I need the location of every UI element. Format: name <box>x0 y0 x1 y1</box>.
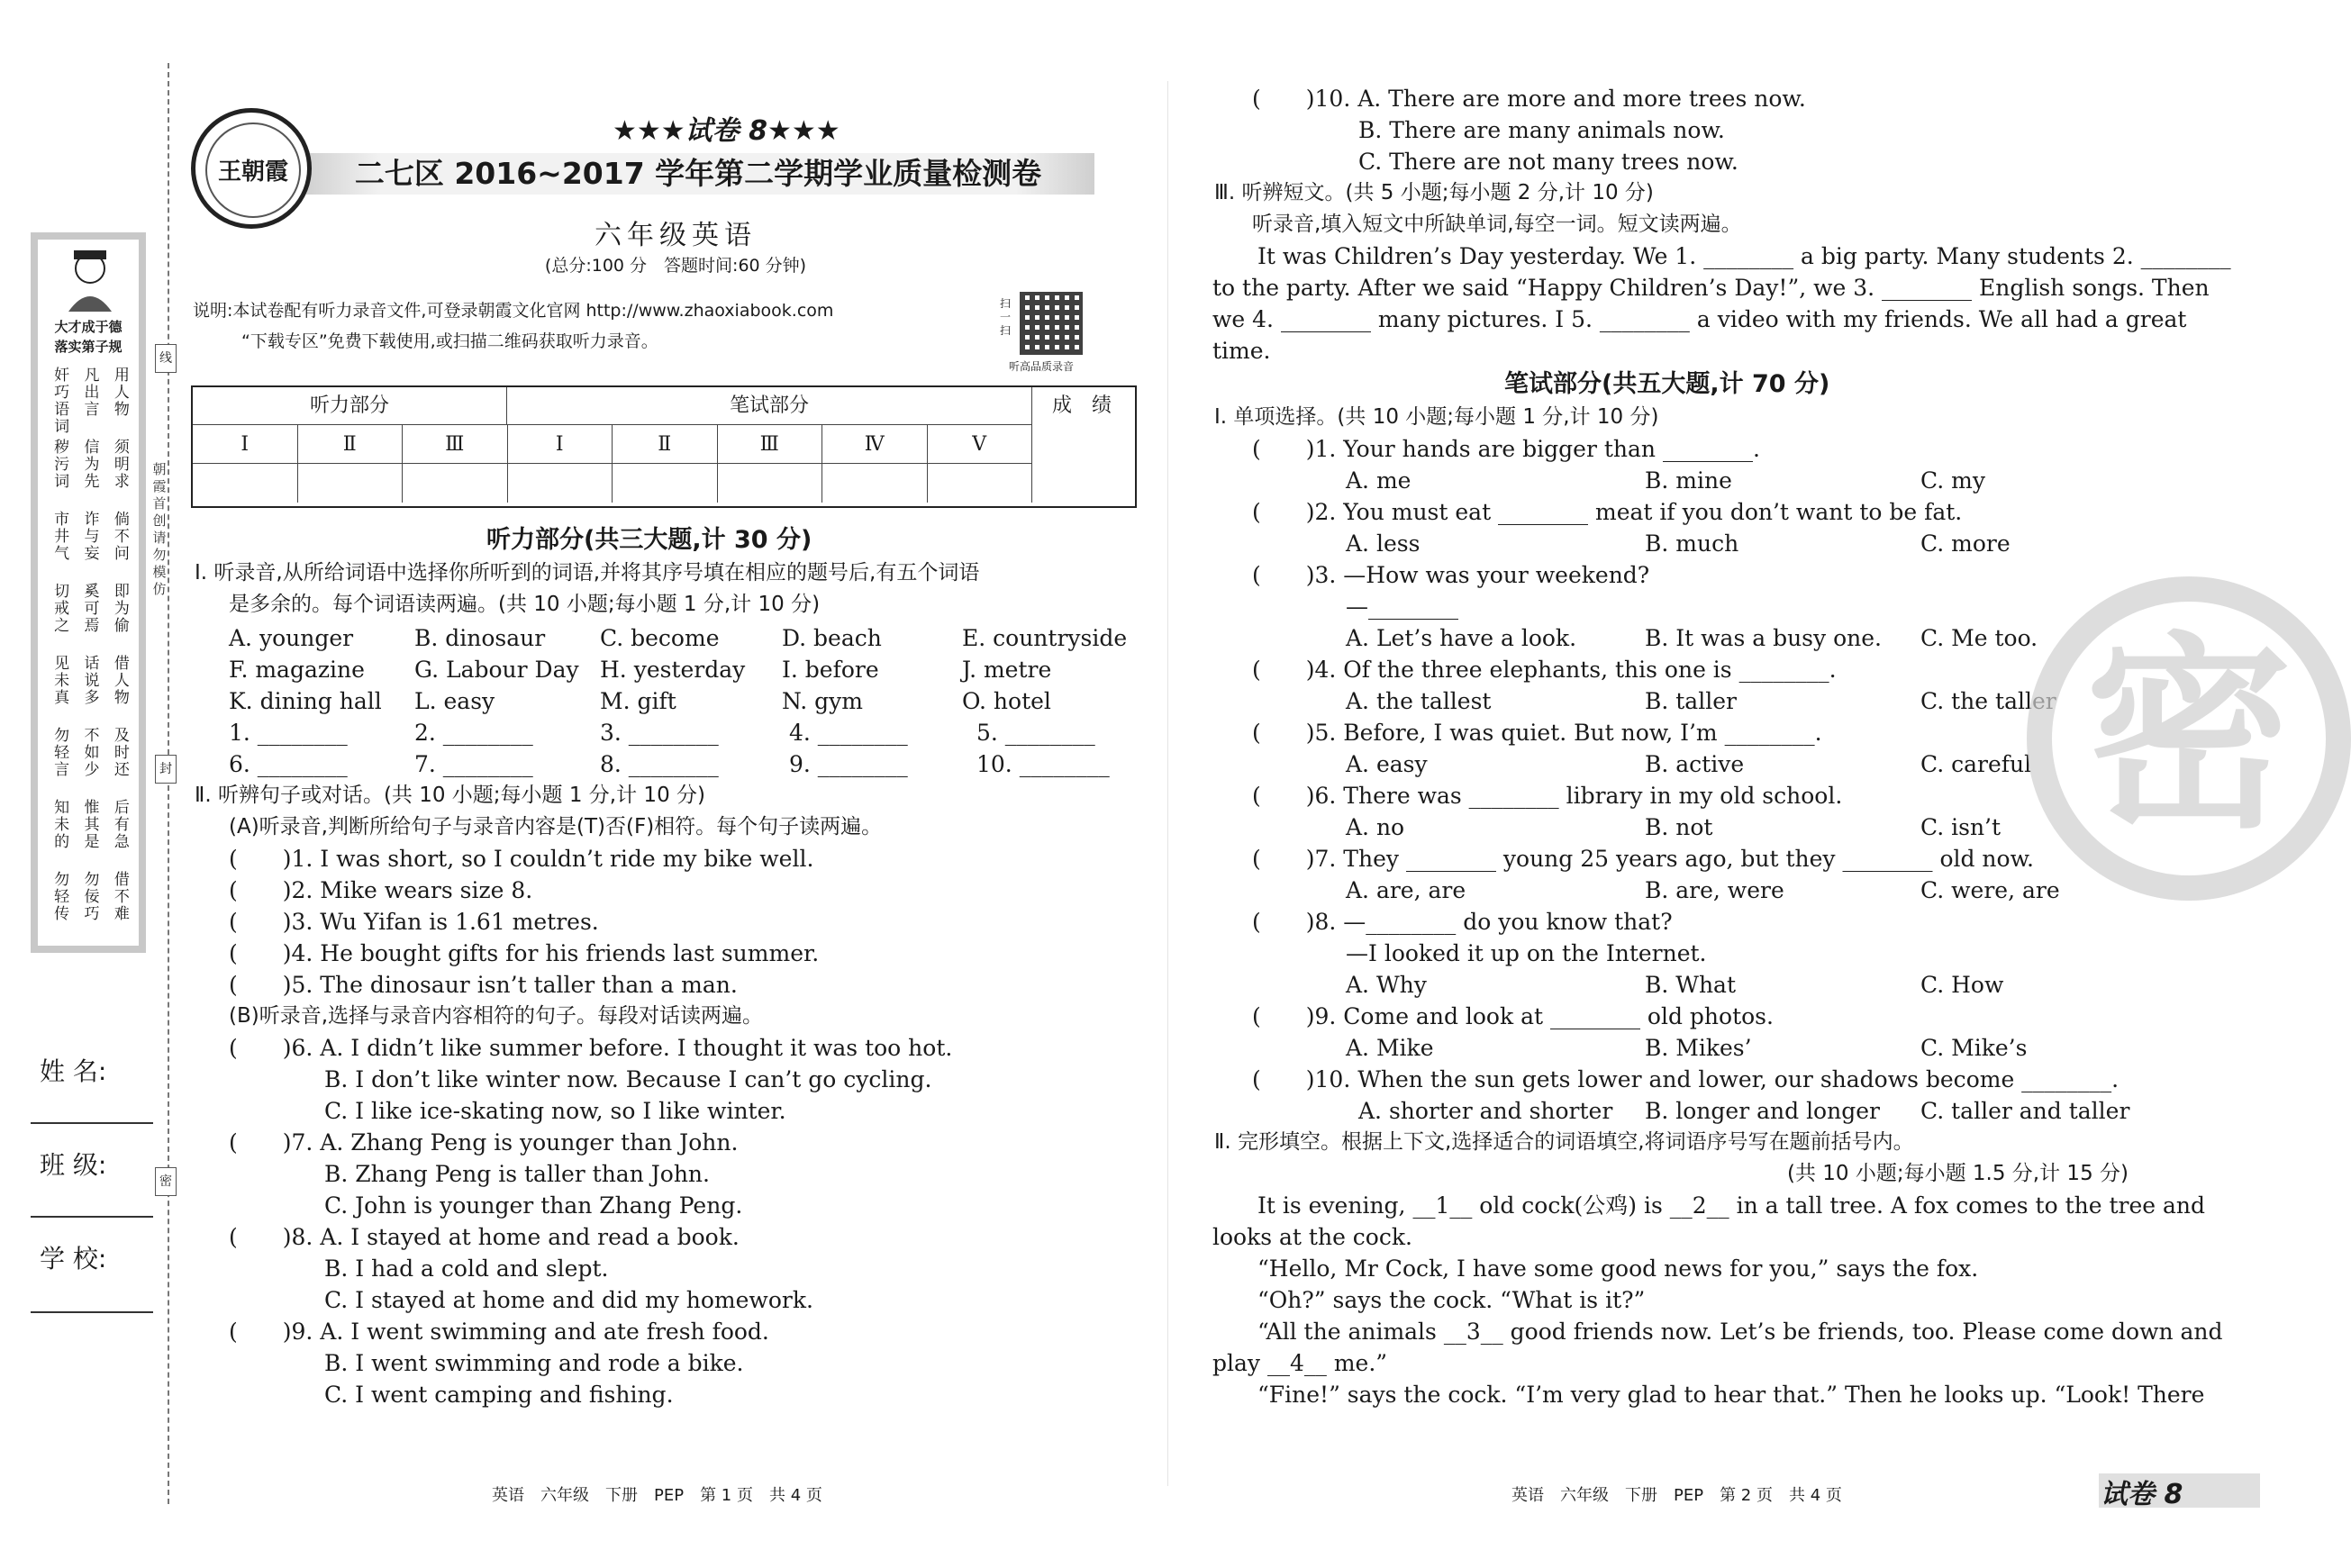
qr-side-text: 扫一扫 <box>1000 297 1012 337</box>
text-line: A. are, are <box>1346 877 1466 903</box>
text-line: A. Why <box>1346 972 1427 998</box>
text-line: B. What <box>1645 972 1737 998</box>
idiom-column: 后有急 <box>113 799 130 851</box>
text-line: K. dining hall <box>229 688 382 714</box>
text-line: time. <box>1212 338 1271 364</box>
text-line: 9. ________ <box>789 751 908 777</box>
text-line: 8. ________ <box>600 751 719 777</box>
score-table <box>191 385 1137 508</box>
text-line: looks at the cock. <box>1212 1224 1412 1250</box>
text-line: ( )6. A. I didn’t like summer before. I thought it was too hot. <box>229 1035 953 1061</box>
idiom-column: 凡出言 <box>84 367 100 419</box>
score-table-column-label: Ⅱ <box>613 425 718 464</box>
idiom-column: 即为偷 <box>113 583 130 635</box>
text-line: 1. ________ <box>229 720 348 746</box>
page-1-footer: 英语 六年级 下册 PEP 第 1 页 共 4 页 <box>492 1486 822 1505</box>
text-line: ( )2. You must eat ________ meat if you don’t want to be fat. <box>1252 499 1963 525</box>
text-line: (共 10 小题;每小题 1.5 分,计 15 分) <box>1787 1162 2129 1185</box>
motto-line-1: 大才成于德 <box>54 319 123 335</box>
text-line: B. taller <box>1645 688 1737 714</box>
score-table-total-header: 成 绩 <box>1051 394 1112 417</box>
text-line: C. Me too. <box>1920 625 2038 651</box>
text-line: A. the tallest <box>1346 688 1492 714</box>
text-line: to the party. After we said “Happy Children’s Day!”, we 3. ________ English songs. Then <box>1212 275 2210 301</box>
text-line: C. my <box>1920 467 1985 494</box>
text-line: 是多余的。每个词语读两遍。(共 10 小题;每小题 1 分,计 10 分) <box>229 593 821 616</box>
text-line: C. I went camping and fishing. <box>324 1382 674 1408</box>
page-2-footer: 英语 六年级 下册 PEP 第 2 页 共 4 页 <box>1511 1486 1842 1505</box>
text-line: ( )9. A. I went swimming and ate fresh food. <box>229 1319 769 1345</box>
idiom-column: 勿轻言 <box>54 727 70 779</box>
text-line: 笔试部分(共五大题,计 70 分) <box>1504 370 1830 398</box>
score-entry-cell[interactable] <box>718 464 823 503</box>
score-entry-cell[interactable] <box>193 464 298 503</box>
score-entry-cell[interactable] <box>613 464 718 503</box>
text-line: Ⅲ. 听辨短文。(共 5 小题;每小题 2 分,计 10 分) <box>1214 181 1654 204</box>
text-line: 听录音,填入短文中所缺单词,每空一词。短文读两遍。 <box>1252 213 1742 236</box>
text-line: N. gym <box>782 688 864 714</box>
text-line: C. become <box>600 625 720 651</box>
idiom-column: 信为先 <box>84 439 100 491</box>
idiom-column: 借不难 <box>113 871 130 923</box>
side-note: 朝霞首创 请勿模仿 <box>152 461 167 597</box>
score-table-column-label: Ⅴ <box>928 425 1033 464</box>
idiom-row <box>47 872 137 923</box>
text-line: B. Zhang Peng is taller than John. <box>324 1161 710 1187</box>
text-line: ( )5. The dinosaur isn’t taller than a man. <box>229 972 738 998</box>
motto-line-2: 落实第子规 <box>54 339 123 355</box>
instruction-line-2: “下载专区”免费下载使用,或扫描二维码获取听力录音。 <box>241 331 658 351</box>
text-line: ( )4. Of the three elephants, this one is ________. <box>1252 657 1837 683</box>
text-line: B. I don’t like winter now. Because I can’t go cycling. <box>324 1066 932 1092</box>
idiom-row <box>47 367 137 436</box>
text-line: C. the taller <box>1920 688 2056 714</box>
text-line: C. I stayed at home and did my homework. <box>324 1287 813 1313</box>
idiom-column: 市井气 <box>54 511 70 563</box>
idiom-column: 知未的 <box>54 799 70 851</box>
page-divider <box>1167 81 1168 1486</box>
score-table-column-label: Ⅲ <box>403 425 508 464</box>
text-line: “All the animals __3__ good friends now. Let’s be friends, too. Please come down and <box>1257 1319 2223 1345</box>
text-line: ( )2. Mike wears size 8. <box>229 877 533 903</box>
text-line: B. I had a cold and slept. <box>324 1255 609 1282</box>
idiom-column: 切戒之 <box>54 583 70 635</box>
text-line: L. easy <box>414 688 495 714</box>
score-entry-cell[interactable] <box>403 464 508 503</box>
idiom-column: 须明求 <box>113 439 130 491</box>
text-line: J. metre <box>962 657 1052 683</box>
name-field[interactable] <box>31 1122 153 1124</box>
binding-strip <box>0 0 162 1568</box>
text-line: A. no <box>1346 814 1405 840</box>
text-line: C. How <box>1920 972 2004 998</box>
text-line: B. I went swimming and rode a bike. <box>324 1350 744 1376</box>
text-line: 2. ________ <box>414 720 533 746</box>
score-table-writing-header: 笔试部分 <box>507 387 1032 425</box>
text-line: “Hello, Mr Cock, I have some good news for you,” says the fox. <box>1257 1255 1979 1282</box>
idiom-column: 奸巧语词 <box>54 367 70 436</box>
text-line: ( )3. Wu Yifan is 1.61 metres. <box>229 909 599 935</box>
idiom-column: 及时还 <box>113 727 130 779</box>
text-line: Ⅱ. 听辨句子或对话。(共 10 小题;每小题 1 分,计 10 分) <box>195 784 705 807</box>
score-table-column-label: Ⅳ <box>822 425 928 464</box>
score-table-column-label: Ⅰ <box>508 425 613 464</box>
text-line: (A)听录音,判断所给句子与录音内容是(T)否(F)相符。每个句子读两遍。 <box>229 815 883 838</box>
text-line: C. There are not many trees now. <box>1358 149 1738 175</box>
text-line: —________ <box>1346 594 1458 620</box>
text-line: E. countryside <box>962 625 1128 651</box>
cut-line <box>168 63 169 1504</box>
class-label: 班 级: <box>40 1150 107 1180</box>
school-label: 学 校: <box>40 1244 107 1273</box>
text-line: C. were, are <box>1920 877 2060 903</box>
idiom-column: 见未真 <box>54 655 70 707</box>
idiom-column: 奚可焉 <box>84 583 100 635</box>
text-line: Ⅰ. 听录音,从所给词语中选择你所听到的词语,并将其序号填在相应的题号后,有五个词语 <box>195 561 980 585</box>
idiom-row <box>47 800 137 851</box>
text-line: B. active <box>1645 751 1745 777</box>
text-line: I. before <box>782 657 879 683</box>
text-line: B. There are many animals now. <box>1358 117 1725 143</box>
text-line: C. I like ice-skating now, so I like winter. <box>324 1098 786 1124</box>
text-line: It is evening, __1__ old cock(公鸡) is __2__ in a tall tree. A fox comes to the tree and <box>1257 1192 2206 1219</box>
text-line: C. John is younger than Zhang Peng. <box>324 1192 743 1219</box>
text-line: A. less <box>1346 530 1421 557</box>
idiom-column: 不如少 <box>84 727 100 779</box>
exam-tag: 试卷 8 <box>2101 1479 2183 1510</box>
text-line: 4. ________ <box>789 720 908 746</box>
text-line: “Fine!” says the cock. “I’m very glad to hear that.” Then he looks up. “Look! There <box>1257 1382 2205 1408</box>
logo-text: 王朝霞 <box>217 159 288 186</box>
score-table-listening-header: 听力部分 <box>193 387 507 425</box>
idiom-column: 诈与妄 <box>84 511 100 563</box>
text-line: A. Mike <box>1346 1035 1434 1061</box>
subject-title: 六年级英语 <box>595 220 757 251</box>
text-line: ( )1. I was short, so I couldn’t ride my bike well. <box>229 846 814 872</box>
text-line: Ⅱ. 完形填空。根据上下文,选择适合的词语填空,将词语序号写在题前括号内。 <box>1214 1130 1914 1154</box>
qr-code-icon[interactable] <box>1020 292 1083 355</box>
text-line: ( )7. They ________ young 25 years ago, but they ________ old now. <box>1252 846 2034 872</box>
instruction-line-1: 说明:本试卷配有听力录音文件,可登录朝霞文化官网 http://www.zhaoxiabook.com <box>193 301 834 321</box>
text-line: ( )8. A. I stayed at home and read a book. <box>229 1224 740 1250</box>
text-line: ( )5. Before, I was quiet. But now, I’m ________. <box>1252 720 1822 746</box>
text-line: C. careful <box>1920 751 2032 777</box>
text-line: G. Labour Day <box>414 657 579 683</box>
text-line: ( )9. Come and look at ________ old photos. <box>1252 1003 1774 1029</box>
exam-number: ★★★试卷 8★★★ <box>613 115 840 147</box>
name-label: 姓 名: <box>40 1056 107 1086</box>
text-line: Ⅰ. 单项选择。(共 10 小题;每小题 1 分,计 10 分) <box>1214 405 1659 429</box>
text-line: ( )4. He bought gifts for his friends last summer. <box>229 940 820 966</box>
idiom-column: 用人物 <box>113 367 130 419</box>
text-line: O. hotel <box>962 688 1051 714</box>
idiom-column: 话说多 <box>84 655 100 707</box>
text-line: C. isn’t <box>1920 814 2002 840</box>
text-line: H. yesterday <box>600 657 746 683</box>
text-line: ( )10. A. There are more and more trees now. <box>1252 86 1806 112</box>
score-table-column-label: Ⅲ <box>718 425 823 464</box>
score-table-column-label: Ⅰ <box>193 425 298 464</box>
text-line: B. longer and longer <box>1645 1098 1880 1124</box>
text-line: B. are, were <box>1645 877 1784 903</box>
text-line: B. much <box>1645 530 1739 557</box>
idiom-column: 秽污词 <box>54 439 70 491</box>
text-line: C. Mike’s <box>1920 1035 2028 1061</box>
text-line: ( )10. When the sun gets lower and lower, our shadows become ________. <box>1252 1066 2120 1092</box>
score-table-column-label: Ⅱ <box>298 425 404 464</box>
text-line: D. beach <box>782 625 882 651</box>
idiom-row <box>47 728 137 779</box>
text-line: 5. ________ <box>976 720 1095 746</box>
score-info: (总分:100 分 答题时间:60 分钟) <box>544 256 807 276</box>
idiom-row <box>47 656 137 707</box>
text-line: we 4. ________ many pictures. I 5. ________ a video with my friends. We all had a great <box>1212 306 2187 332</box>
idiom-column: 倘不问 <box>113 511 130 563</box>
text-line: A. Let’s have a look. <box>1346 625 1577 651</box>
score-entry-cell[interactable] <box>822 464 928 503</box>
text-line: ( )8. —________ do you know that? <box>1252 909 1673 935</box>
confidential-seal: 密 <box>2027 576 2351 901</box>
text-line: “Oh?” says the cock. “What is it?” <box>1257 1287 1646 1313</box>
text-line: B. not <box>1645 814 1713 840</box>
idiom-row <box>47 512 137 563</box>
cut-mark-1: 线 <box>155 344 177 373</box>
class-field[interactable] <box>31 1216 153 1218</box>
text-line: ( )6. There was ________ library in my old school. <box>1252 783 1843 809</box>
text-line: C. taller and taller <box>1920 1098 2130 1124</box>
text-line: C. more <box>1920 530 2011 557</box>
text-line: ( )3. —How was your weekend? <box>1252 562 1650 588</box>
cut-mark-2: 封 <box>155 755 177 784</box>
qr-caption: 听高品质录音 <box>1009 360 1075 373</box>
exam-title: 二七区 2016~2017 学年第二学期学业质量检测卷 <box>354 156 1042 191</box>
text-line: A. me <box>1346 467 1412 494</box>
score-entry-cell[interactable] <box>928 464 1033 503</box>
text-line: (B)听录音,选择与录音内容相符的句子。每段对话读两遍。 <box>229 1004 764 1028</box>
score-entry-cell[interactable] <box>508 464 613 503</box>
text-line: play __4__ me.” <box>1212 1350 1388 1376</box>
text-line: M. gift <box>600 688 676 714</box>
idiom-column: 惟其是 <box>84 799 100 851</box>
text-line: 7. ________ <box>414 751 533 777</box>
idiom-column: 勿轻传 <box>54 871 70 923</box>
idiom-column: 勿佞巧 <box>84 871 100 923</box>
scholar-figure-icon <box>52 245 128 313</box>
text-line: A. easy <box>1346 751 1428 777</box>
text-line: B. mine <box>1645 467 1732 494</box>
text-line: —I looked it up on the Internet. <box>1346 940 1707 966</box>
cut-mark-3: 密 <box>155 1167 177 1196</box>
text-line: It was Children’s Day yesterday. We 1. ________ a big party. Many students 2. ________ <box>1257 243 2231 269</box>
text-line: A. shorter and shorter <box>1358 1098 1613 1124</box>
text-line: 10. ________ <box>976 751 1110 777</box>
text-line: A. younger <box>229 625 354 651</box>
school-field[interactable] <box>31 1311 153 1313</box>
text-line: ( )1. Your hands are bigger than ________. <box>1252 436 1760 462</box>
text-line: ( )7. A. Zhang Peng is younger than John. <box>229 1129 739 1156</box>
idiom-column: 借人物 <box>113 655 130 707</box>
text-line: B. dinosaur <box>414 625 546 651</box>
text-line: 6. ________ <box>229 751 348 777</box>
idiom-row <box>47 440 137 491</box>
score-entry-cell[interactable] <box>298 464 404 503</box>
text-line: 3. ________ <box>600 720 719 746</box>
text-line: B. It was a busy one. <box>1645 625 1882 651</box>
text-line: 听力部分(共三大题,计 30 分) <box>486 526 812 554</box>
idiom-row <box>47 584 137 635</box>
text-line: B. Mikes’ <box>1645 1035 1752 1061</box>
text-line: F. magazine <box>229 657 365 683</box>
